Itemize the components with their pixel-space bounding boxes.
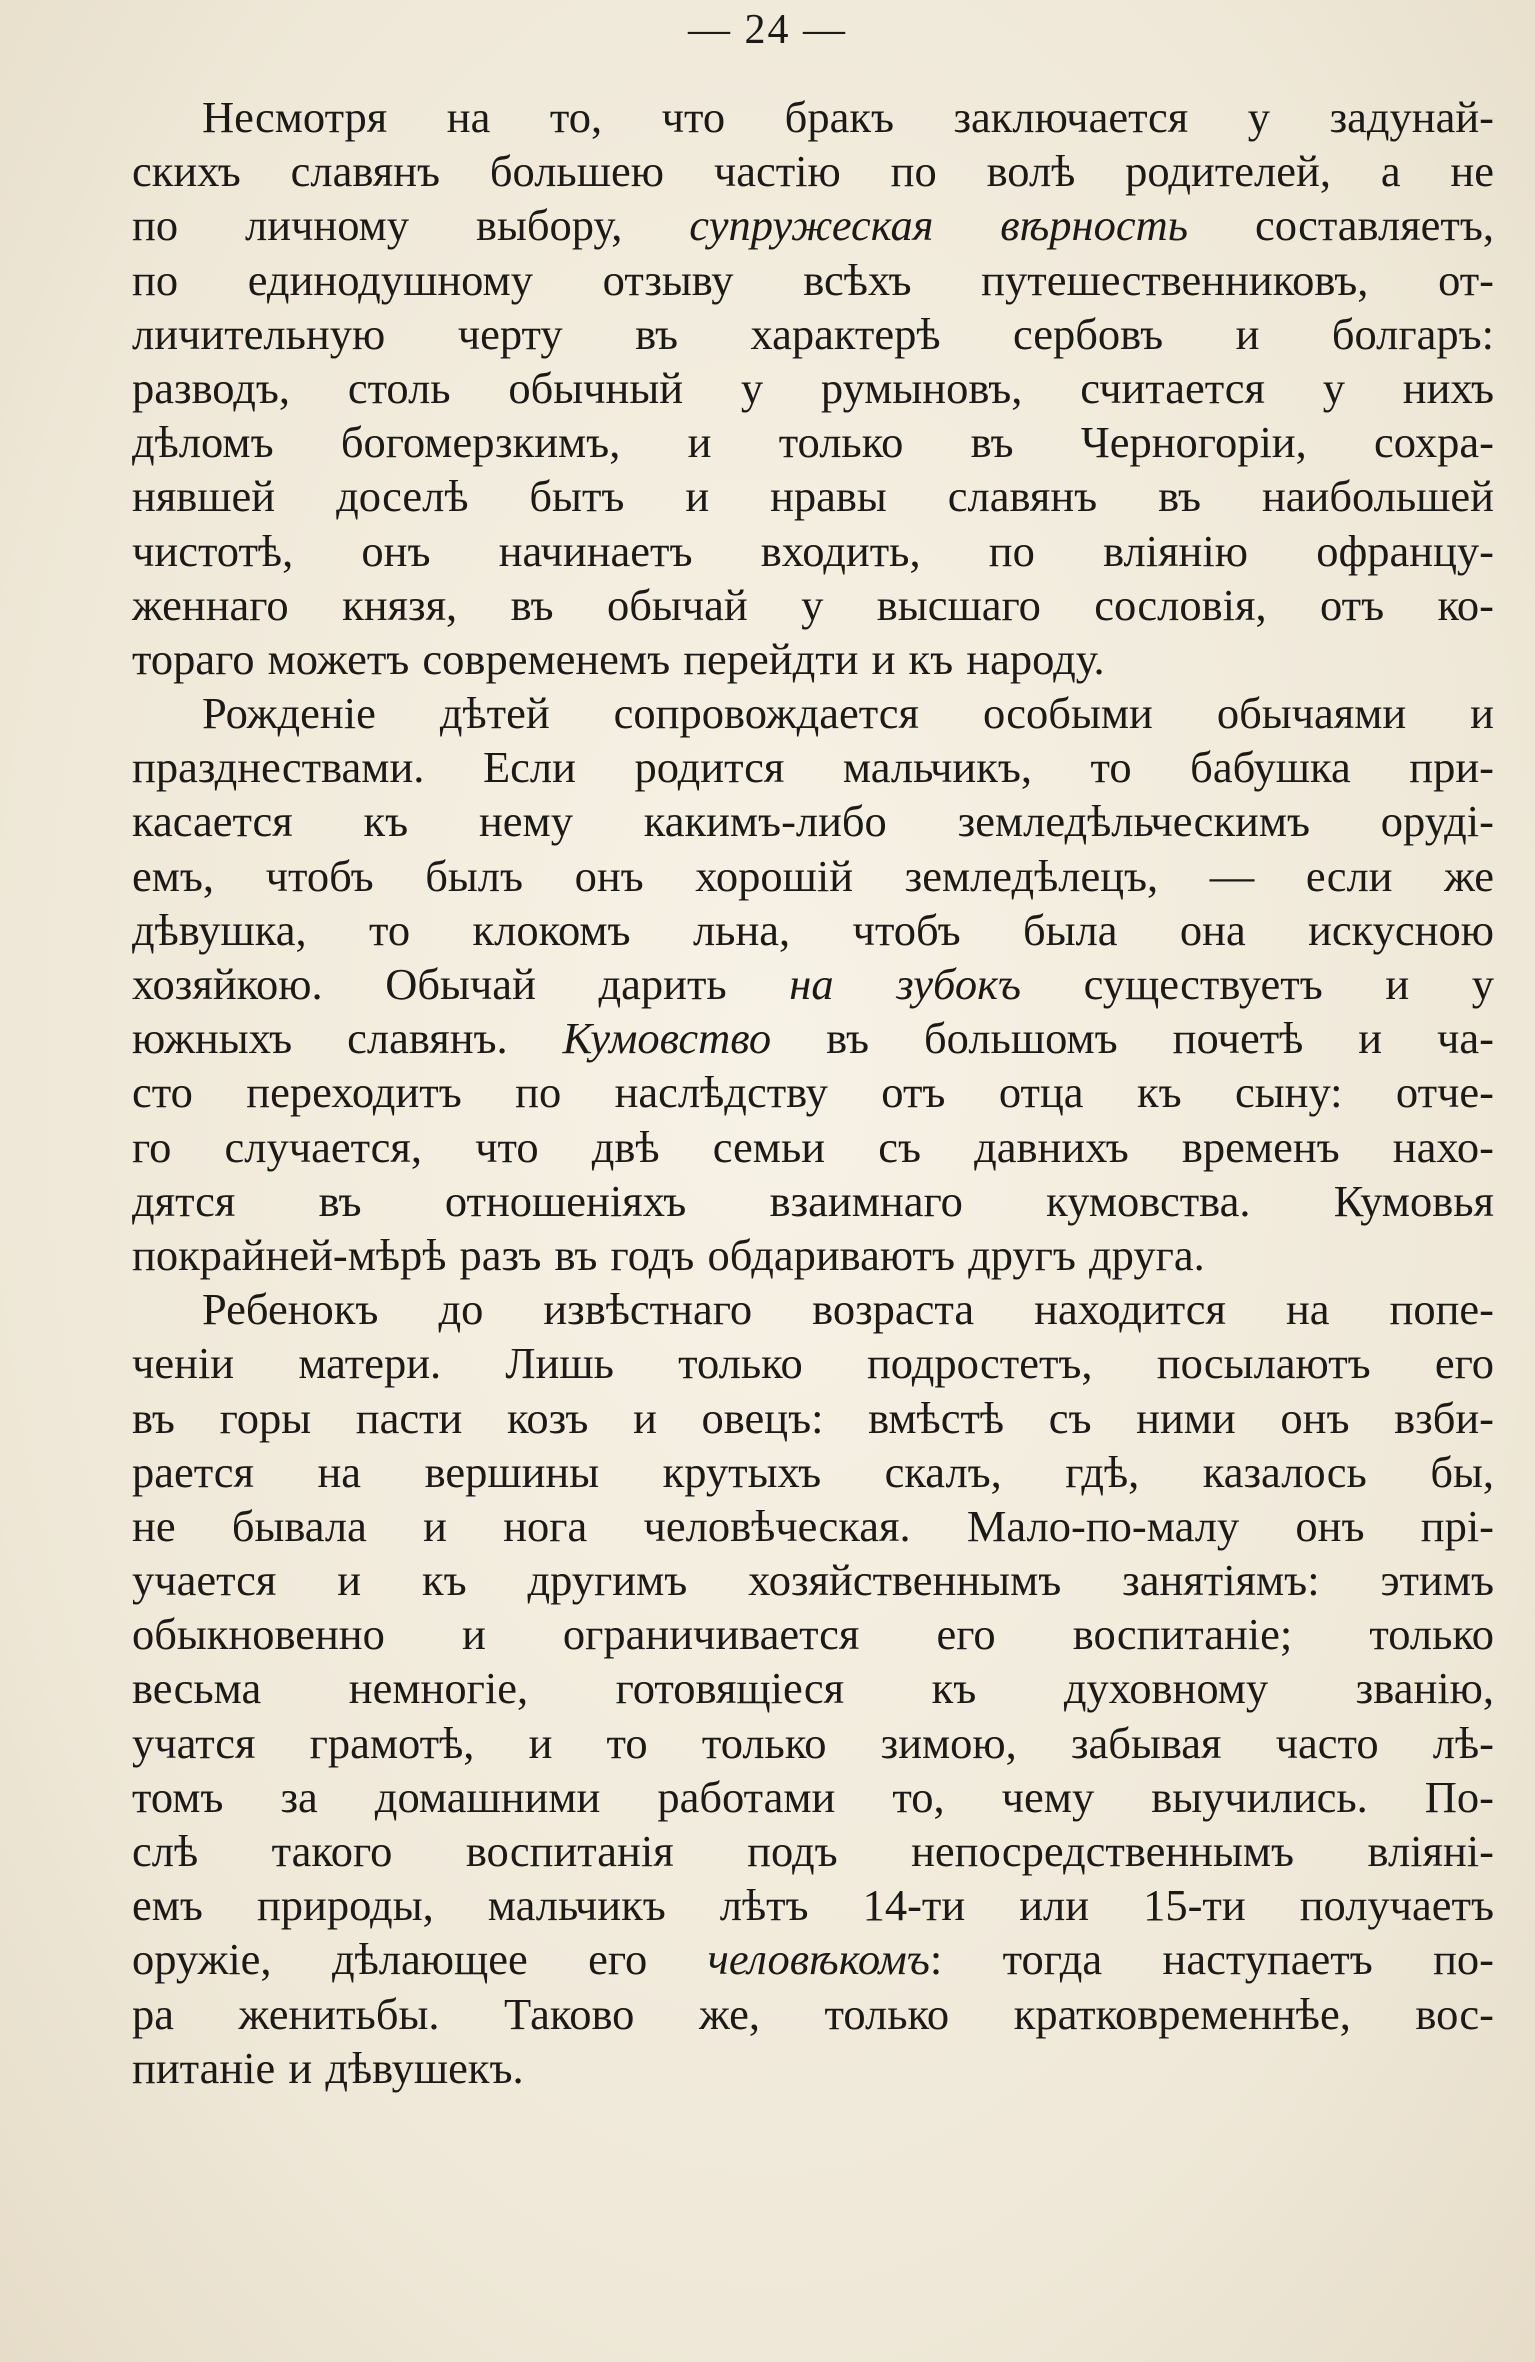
text-line: чистотѣ, онъ начинаетъ входить, по вліянію офранцу- (132, 525, 1494, 576)
emphasis-text: супружеская вѣрность (689, 200, 1189, 251)
emphasis-text: Кумовство (562, 1013, 772, 1064)
text-line: личительную черту въ характерѣ сербовъ и болгаръ: (132, 308, 1494, 359)
text-line: покрайней-мѣрѣ разъ въ годъ обдариваютъ другъ друга. (132, 1229, 1205, 1280)
text-line: обыкновенно и ограничивается его воспитаніе; только (132, 1609, 1494, 1660)
text-line: весьма немногіе, готовящіеся къ духовному званію, (132, 1663, 1494, 1714)
text-line: въ горы пасти козъ и овецъ: вмѣстѣ съ ними онъ взби- (132, 1392, 1494, 1443)
text-line: томъ за домашними работами то, чему выучились. По- (132, 1771, 1494, 1822)
text-line-italic-phrase: оружіе, дѣлающее его человѣкомъ: тогда наступаетъ по- (132, 1934, 1494, 1985)
text-line: дѣломъ богомерзкимъ, и только въ Черногоріи, сохра- (132, 417, 1494, 468)
text-line: Несмотря на то, что бракъ заключается у задунай- (202, 92, 1494, 142)
text-line-italic-phrase: по личному выбору, супружеская вѣрность составляетъ, (132, 200, 1494, 251)
text-line: рается на вершины крутыхъ скалъ, гдѣ, казалось бы, (132, 1446, 1494, 1497)
text-line: по единодушному отзыву всѣхъ путешественниковъ, от- (132, 254, 1494, 305)
text-line: слѣ такого воспитанія подъ непосредственнымъ вліяні- (132, 1826, 1494, 1876)
text-line: дятся въ отношеніяхъ взаимнаго кумовства. Кумовья (132, 1175, 1494, 1226)
paragraph-1 (132, 90, 1494, 686)
text-line-italic-phrase: хозяйкою. Обычай дарить на зубокъ существуетъ и у (132, 959, 1494, 1009)
text-line: учатся грамотѣ, и то только зимою, забывая часто лѣ- (132, 1717, 1494, 1768)
text-line: тораго можетъ современемъ перейдти и къ народу. (132, 633, 1105, 684)
text-line: учается и къ другимъ хозяйственнымъ занятіямъ: этимъ (132, 1555, 1494, 1606)
text-line: дѣвушка, то клокомъ льна, чтобъ была она искусною (132, 904, 1494, 955)
text-line: Рожденіе дѣтей сопровождается особыми обычаями и (202, 688, 1494, 739)
text-line: питаніе и дѣвушекъ. (132, 2042, 524, 2093)
text-line: разводъ, столь обычный у румыновъ, считается у нихъ (132, 362, 1494, 413)
text-line-italic-phrase: южныхъ славянъ. Кумовство въ большомъ почетѣ и ча- (132, 1013, 1494, 1064)
text-line: скихъ славянъ большею частію по волѣ родителей, а не (132, 146, 1494, 197)
text-line: Ребенокъ до извѣстнаго возраста находится на попе- (202, 1284, 1494, 1335)
text-line: сто переходитъ по наслѣдству отъ отца къ сыну: отче- (132, 1067, 1494, 1118)
emphasis-text: человѣкомъ (707, 1934, 930, 1985)
text-line: не бывала и нога человѣческая. Мало-по-малу онъ прі- (132, 1500, 1494, 1551)
text-line: го случается, что двѣ семьи съ давнихъ временъ нахо- (132, 1121, 1494, 1172)
emphasis-text: на зубокъ (789, 959, 1021, 1009)
paragraph-2 (132, 686, 1494, 1282)
text-line: емъ, чтобъ былъ онъ хорошій земледѣлецъ, — если же (132, 850, 1494, 901)
text-line: ра женитьбы. Таково же, только кратковременнѣе, вос- (132, 1988, 1494, 2039)
text-line: касается къ нему какимъ-либо земледѣльческимъ оруді- (132, 796, 1494, 847)
text-line: ченіи матери. Лишь только подростетъ, посылаютъ его (132, 1338, 1494, 1389)
text-line: нявшей доселѣ бытъ и нравы славянъ въ наибольшей (132, 471, 1494, 522)
paragraph-3 (132, 1282, 1494, 2095)
page-number: — 24 — (688, 7, 847, 53)
body-text (132, 90, 1494, 2095)
text-line: празднествами. Если родится мальчикъ, то бабушка при- (132, 742, 1494, 793)
text-line: емъ природы, мальчикъ лѣтъ 14-ти или 15-ти получаетъ (132, 1880, 1494, 1931)
text-line: женнаго князя, въ обычай у высшаго сословія, отъ ко- (132, 579, 1494, 630)
